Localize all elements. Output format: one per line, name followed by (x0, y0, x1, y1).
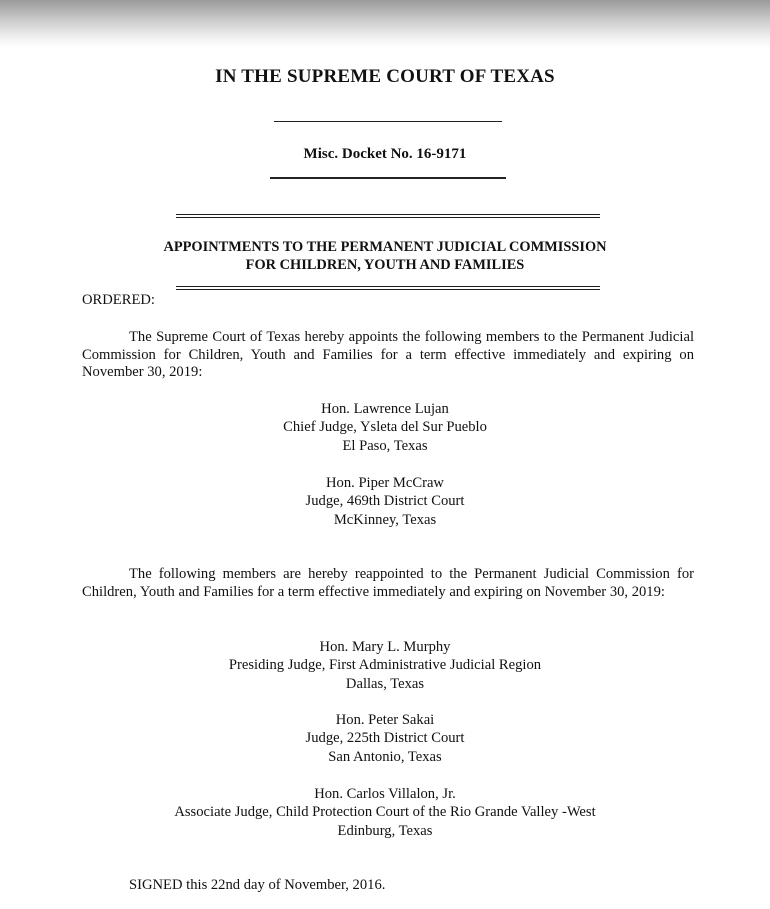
appointee-location: El Paso, Texas (342, 437, 428, 454)
reappointee-location: San Antonio, Texas (328, 748, 442, 765)
appointee-name: Hon. Lawrence Lujan (321, 401, 449, 417)
reappointee-location: Edinburg, Texas (337, 822, 433, 839)
heading-line-1: APPOINTMENTS TO THE PERMANENT JUDICIAL COMMISSION (163, 239, 607, 255)
reappointee-title: Associate Judge, Child Protection Court of the Rio Grande Valley -West (174, 804, 596, 821)
appointee-name: Hon. Piper McCraw (326, 475, 444, 491)
viewer-top-shadow (0, 0, 770, 48)
reappointment-paragraph-text: The following members are hereby reappointed to the Permanent Judicial Commission for Children, Youth and Families for a term effective immediately and expiring on November 30, 2019: (82, 566, 694, 600)
order-heading (0, 238, 770, 274)
reappointment-paragraph (82, 566, 694, 601)
reappointee-location: Dallas, Texas (345, 675, 425, 692)
heading-top-rule-2 (176, 217, 600, 218)
court-title: IN THE SUPREME COURT OF TEXAS (215, 66, 555, 87)
reappointee-name: Hon. Peter Sakai (335, 712, 435, 728)
appointee-title: Judge, 469th District Court (305, 493, 465, 510)
heading-line-2: FOR CHILDREN, YOUTH AND FAMILIES (245, 257, 525, 273)
docket-number: Misc. Docket No. 16-9171 (303, 146, 467, 162)
reappointee-block (0, 711, 770, 766)
reappointee-title: Presiding Judge, First Administrative Judicial Region (228, 657, 542, 674)
reappointee-block (0, 785, 770, 840)
docket-bottom-rule (270, 177, 506, 179)
heading-top-rule-1 (176, 214, 600, 215)
appointee-block (0, 474, 770, 529)
reappointee-name: Hon. Mary L. Murphy (319, 639, 451, 655)
appointee-location: McKinney, Texas (333, 511, 437, 528)
appointee-block (0, 400, 770, 455)
docket-top-rule (274, 121, 502, 122)
reappointee-title: Judge, 225th District Court (305, 730, 465, 747)
appointee-title: Chief Judge, Ysleta del Sur Pueblo (283, 419, 487, 436)
heading-bottom-rule-1 (176, 286, 600, 287)
reappointee-block (0, 638, 770, 693)
appointment-paragraph (82, 329, 694, 382)
ordered-label: ORDERED: (82, 292, 155, 308)
reappointee-name: Hon. Carlos Villalon, Jr. (314, 786, 456, 802)
heading-bottom-rule-2 (176, 289, 600, 290)
appointment-paragraph-text: The Supreme Court of Texas hereby appoints the following members to the Permanent Judicial Commission for Children, Youth and Families for a term effective immediately and expiring on November 30, 2019: (82, 329, 694, 380)
signed-line: SIGNED this 22nd day of November, 2016. (129, 877, 386, 893)
